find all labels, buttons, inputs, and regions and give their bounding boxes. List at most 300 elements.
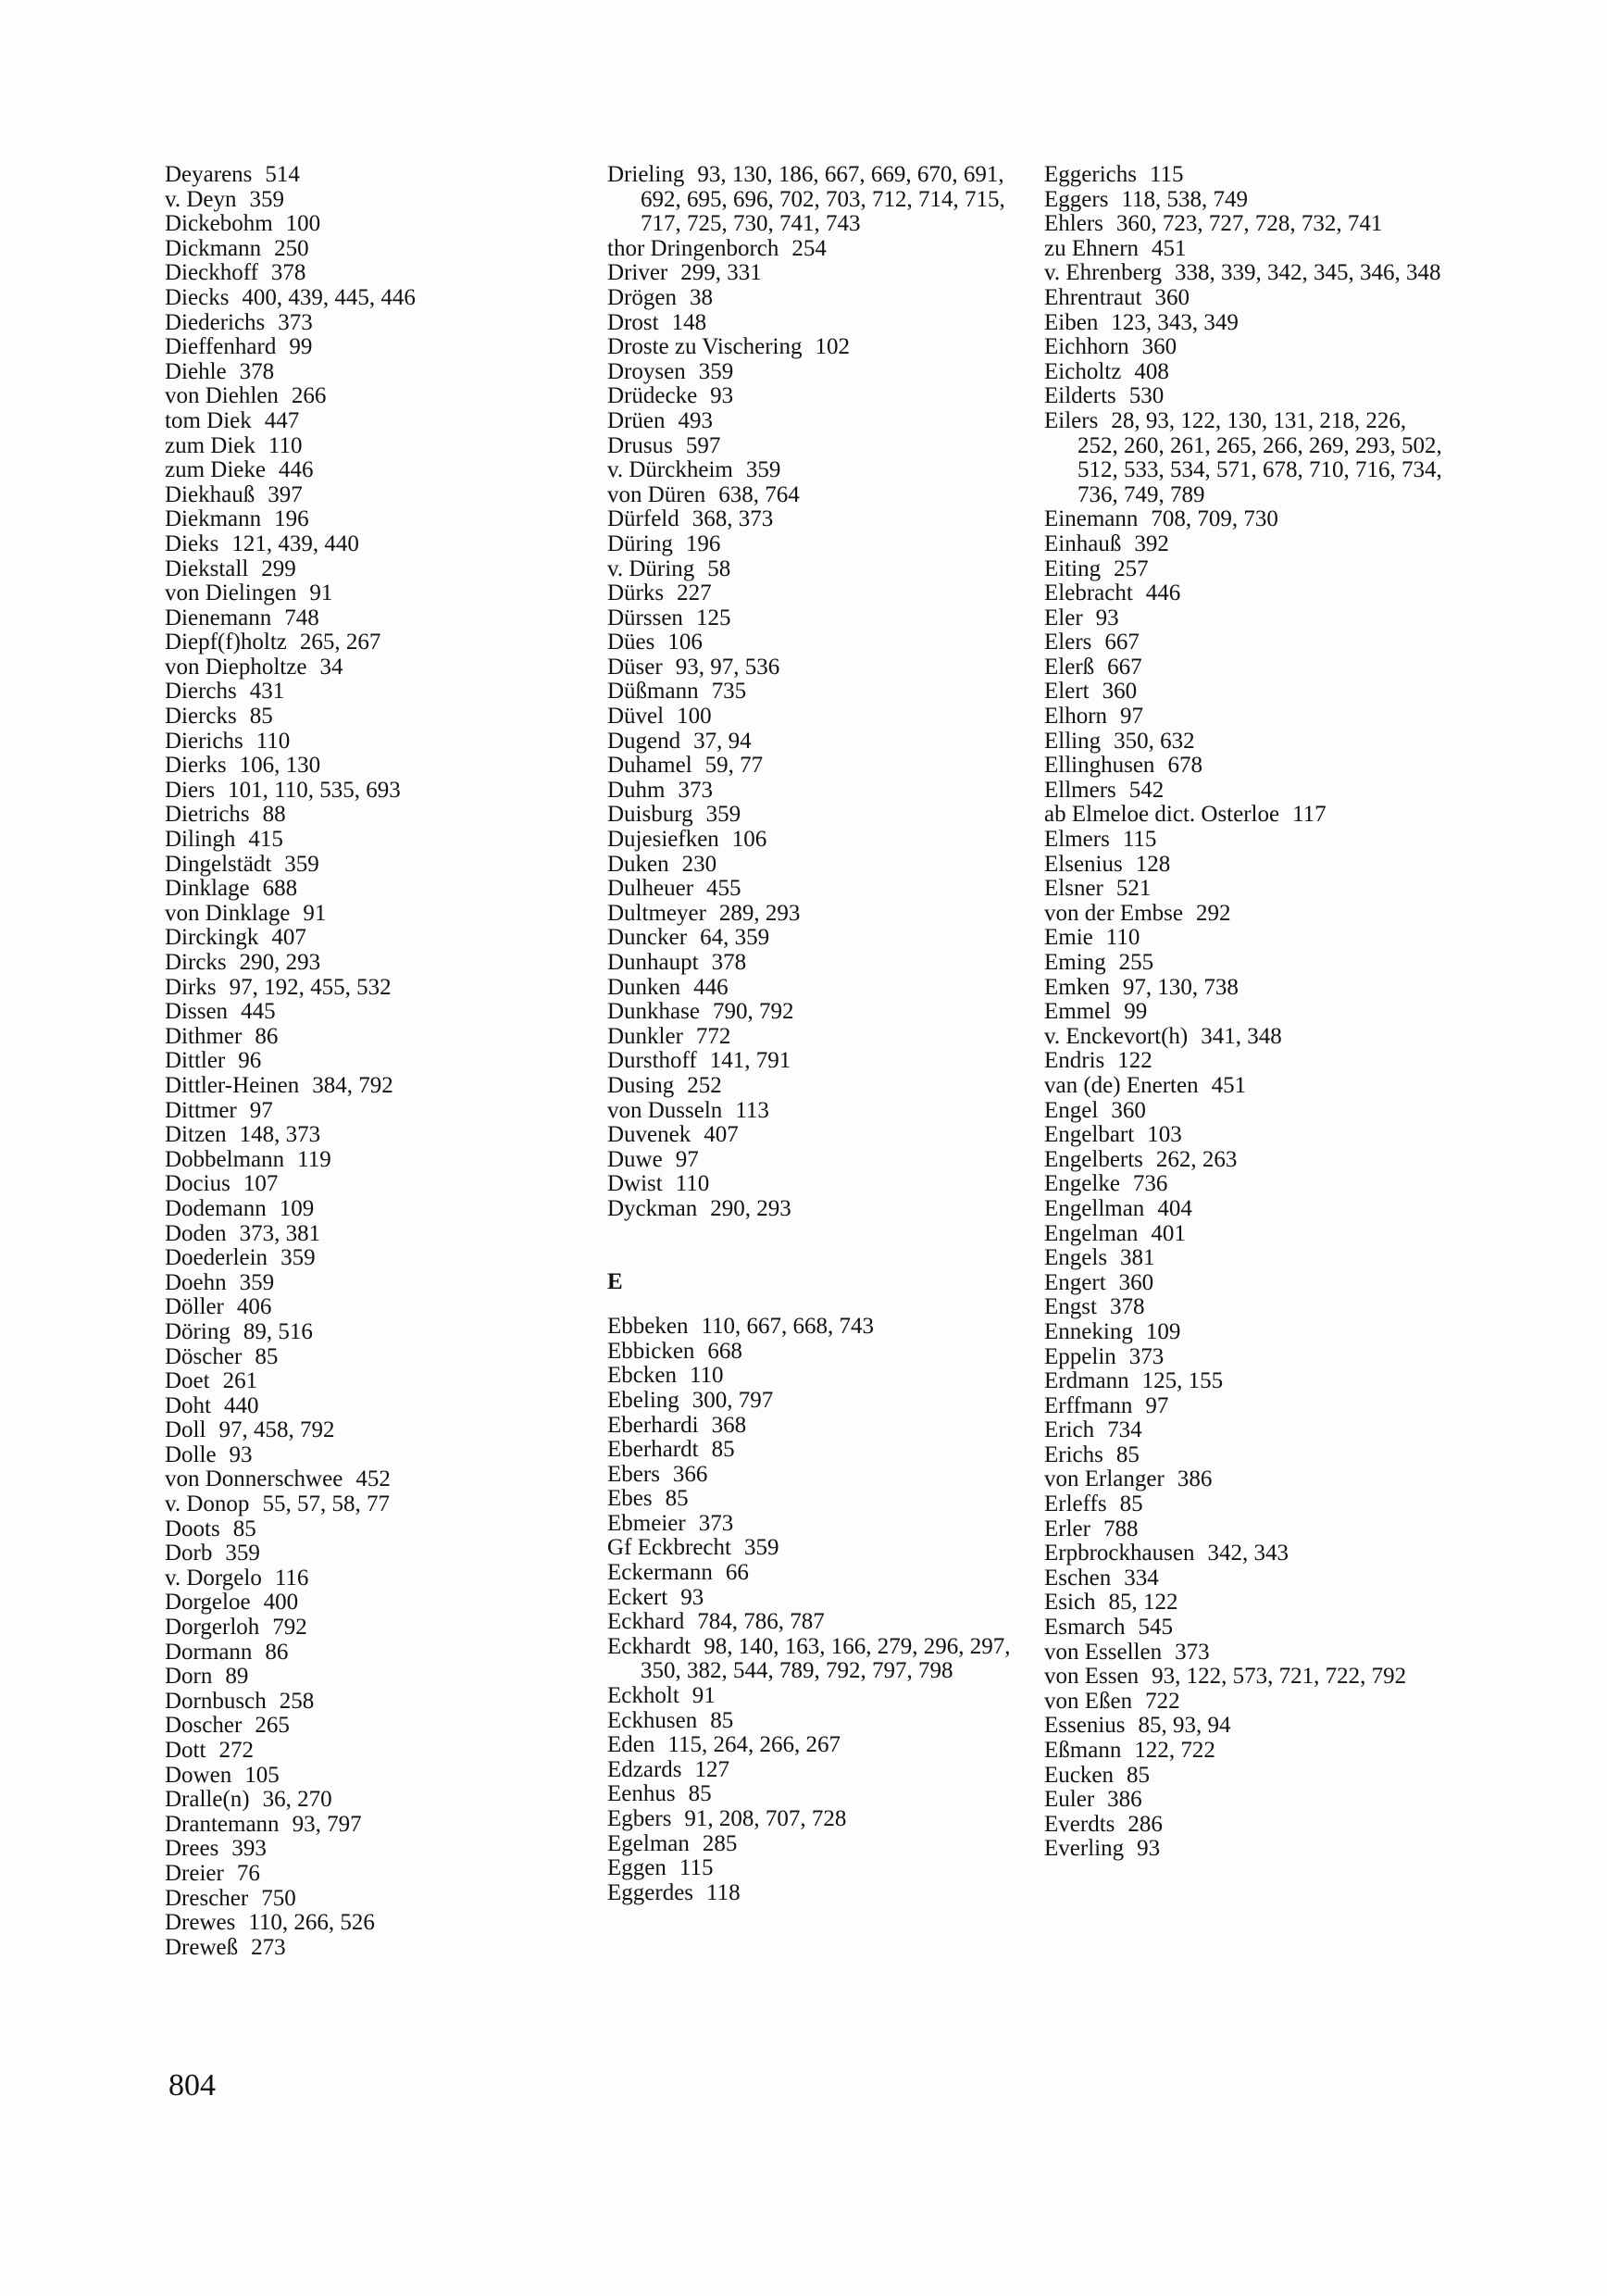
- entry-pages: 400, 439, 445, 446: [242, 284, 416, 310]
- index-entry: [607, 311, 1026, 336]
- entry-pages: 378: [239, 358, 275, 384]
- entry-name: Dultmeyer: [607, 900, 706, 926]
- entry-name: Engelbart: [1044, 1122, 1135, 1148]
- index-entry: [165, 1394, 583, 1419]
- entry-pages: 735: [711, 679, 747, 705]
- entry-pages: 748: [284, 605, 319, 630]
- index-entry: [165, 1813, 583, 1838]
- entry-pages: 788: [1102, 1516, 1139, 1541]
- entry-pages: 360: [1154, 284, 1190, 310]
- index-entry: [607, 434, 1026, 459]
- index-entry: [165, 1099, 583, 1124]
- entry-name: Eckhardt: [607, 1633, 691, 1659]
- entry-name: von Eßen: [1044, 1688, 1133, 1714]
- entry-pages: 93, 797: [292, 1811, 362, 1837]
- entry-name: von Dusseln: [607, 1097, 723, 1123]
- entry-pages: 148: [671, 309, 707, 335]
- entry-pages: 91, 208, 707, 728: [684, 1806, 847, 1831]
- entry-pages: 514: [265, 162, 300, 187]
- index-entry: [1044, 163, 1451, 188]
- index-entry: [607, 1463, 1026, 1488]
- entry-pages: 93: [229, 1441, 253, 1467]
- index-entry: [607, 853, 1026, 878]
- index-entry: [165, 1566, 583, 1591]
- index-entry: [165, 1517, 583, 1542]
- index-entry: [165, 458, 583, 483]
- index-entry: [607, 1586, 1026, 1611]
- index-entry: [1044, 311, 1451, 336]
- entry-name: Eggers: [1044, 186, 1109, 212]
- entry-pages: 445: [241, 999, 276, 1025]
- index-entry: [607, 951, 1026, 976]
- entry-name: Engellman: [1044, 1195, 1145, 1221]
- entry-pages: 359: [745, 457, 781, 483]
- index-entry: [1044, 1566, 1451, 1591]
- index-entry: [1044, 507, 1451, 532]
- entry-pages: 250: [274, 235, 309, 261]
- entry-name: Dittler-Heinen: [165, 1072, 300, 1098]
- entry-name: Ellmers: [1044, 777, 1116, 803]
- index-entry: [165, 1887, 583, 1912]
- entry-name: Dobbelmann: [165, 1146, 285, 1172]
- entry-pages: 148, 373: [239, 1122, 321, 1148]
- index-entry: [165, 1148, 583, 1173]
- entry-name: Dott: [165, 1738, 206, 1763]
- index-entry: [607, 1197, 1026, 1222]
- entry-pages: 119: [297, 1146, 331, 1172]
- entry-pages: 415: [248, 827, 283, 853]
- entry-name: Düvel: [607, 704, 665, 730]
- entry-pages: 88: [262, 802, 286, 828]
- entry-name: Eiben: [1044, 309, 1099, 335]
- entry-pages: 638, 764: [718, 481, 800, 507]
- entry-name: Doden: [165, 1220, 227, 1246]
- index-entry: [607, 1881, 1026, 1906]
- index-entry: [607, 1172, 1026, 1197]
- entry-pages: 360, 723, 727, 728, 732, 741: [1115, 211, 1383, 237]
- entry-name: v. Düring: [607, 555, 695, 581]
- page-number: 804: [168, 2068, 216, 2103]
- index-entry: [607, 1364, 1026, 1389]
- entry-name: Doll: [165, 1417, 206, 1443]
- entry-name: Ehrentraut: [1044, 284, 1142, 310]
- index-entry: [1044, 1148, 1451, 1173]
- entry-pages: 85: [1126, 1762, 1150, 1788]
- index-entry: [1044, 1467, 1451, 1492]
- entry-name: Diekstall: [165, 555, 249, 581]
- entry-pages: 678: [1167, 753, 1202, 779]
- entry-name: Einemann: [1044, 506, 1139, 532]
- entry-name: Elert: [1044, 679, 1090, 705]
- entry-pages: 373: [1128, 1343, 1165, 1369]
- entry-name: von Diehlen: [165, 383, 279, 409]
- entry-name: Dircks: [165, 950, 227, 975]
- index-entry: [1044, 360, 1451, 385]
- index-entry: [165, 1911, 583, 1936]
- index-entry: [607, 1148, 1026, 1173]
- entry-name: Ehlers: [1044, 211, 1103, 237]
- index-entry: [1044, 581, 1451, 606]
- entry-pages: 85, 122: [1108, 1590, 1178, 1616]
- entry-name: Doehn: [165, 1269, 227, 1295]
- entry-name: v. Donop: [165, 1491, 250, 1517]
- index-entry: [1044, 212, 1451, 237]
- entry-name: von Diepholtze: [165, 654, 307, 680]
- entry-name: Dirckingk: [165, 925, 259, 951]
- entry-pages: 736: [1132, 1171, 1168, 1197]
- index-entry: [607, 877, 1026, 902]
- index-entry: [165, 335, 583, 360]
- entry-name: Eckert: [607, 1584, 668, 1610]
- entry-name: Deyarens: [165, 162, 253, 187]
- entry-pages: 85: [255, 1343, 279, 1369]
- index-entry: [607, 754, 1026, 779]
- entry-name: Dickebohm: [165, 211, 273, 237]
- index-entry: [1044, 1837, 1451, 1862]
- entry-pages: 446: [278, 457, 314, 483]
- entry-name: Dornbusch: [165, 1688, 267, 1714]
- entry-name: Edzards: [607, 1756, 682, 1782]
- entry-name: Emmel: [1044, 999, 1112, 1025]
- entry-pages: 373: [698, 1510, 734, 1536]
- index-entry: [607, 1709, 1026, 1734]
- index-entry: [607, 1561, 1026, 1586]
- entry-name: Diecks: [165, 284, 230, 310]
- entry-name: Emie: [1044, 925, 1093, 951]
- entry-pages: 103: [1147, 1122, 1182, 1148]
- entry-name: Erpbrockhausen: [1044, 1541, 1195, 1566]
- entry-pages: 110: [268, 432, 303, 458]
- entry-name: Ebbeken: [607, 1314, 689, 1340]
- entry-pages: 262, 263: [1155, 1146, 1238, 1172]
- index-entry: [165, 902, 583, 927]
- index-entry: [165, 507, 583, 532]
- entry-pages: 368: [711, 1412, 747, 1438]
- entry-name: Drüdecke: [607, 383, 698, 409]
- entry-pages: 359: [698, 358, 734, 384]
- entry-pages: 85: [232, 1516, 256, 1541]
- entry-name: Ditzen: [165, 1122, 227, 1148]
- entry-name: Dilingh: [165, 827, 236, 853]
- entry-pages: 230: [681, 851, 717, 877]
- entry-name: von Erlanger: [1044, 1466, 1165, 1492]
- entry-pages: 109: [1145, 1318, 1181, 1344]
- entry-pages: 110: [255, 728, 291, 754]
- index-entry: [165, 434, 583, 459]
- index-entry: [165, 1246, 583, 1271]
- entry-pages: 378: [1109, 1294, 1145, 1320]
- entry-pages: 93: [710, 383, 734, 409]
- entry-name: Eckermann: [607, 1560, 713, 1586]
- entry-pages: 93: [680, 1584, 704, 1610]
- entry-pages: 196: [685, 530, 721, 556]
- entry-pages: 100: [677, 704, 712, 730]
- index-entry: [165, 630, 583, 655]
- index-entry: [165, 1837, 583, 1862]
- index-entry: [607, 1610, 1026, 1635]
- entry-pages: 117: [1292, 802, 1327, 828]
- index-entry: [607, 779, 1026, 804]
- index-entry: [607, 926, 1026, 951]
- index-entry: [165, 853, 583, 878]
- entry-name: Ebcken: [607, 1363, 677, 1389]
- index-entry: [1044, 1517, 1451, 1542]
- index-entry: [165, 1222, 583, 1247]
- entry-pages: 530: [1128, 383, 1165, 409]
- index-entry: [165, 1123, 583, 1148]
- index-entry: [165, 1369, 583, 1394]
- index-entry: [1044, 655, 1451, 680]
- entry-name: Dursthoff: [607, 1048, 697, 1074]
- entry-pages: 359: [239, 1269, 275, 1295]
- entry-name: Ebmeier: [607, 1510, 686, 1536]
- entry-pages: 360: [1118, 1269, 1154, 1295]
- entry-pages: 299: [261, 555, 296, 581]
- index-entry: [1044, 1764, 1451, 1789]
- entry-pages: 110, 667, 668, 743: [701, 1314, 875, 1340]
- entry-pages: 118: [706, 1879, 741, 1905]
- entry-name: von Essellen: [1044, 1639, 1163, 1665]
- entry-pages: 359: [705, 802, 741, 828]
- entry-pages: 368, 373: [691, 506, 774, 532]
- entry-name: Engelberts: [1044, 1146, 1143, 1172]
- index-entry: [607, 1414, 1026, 1439]
- entry-pages: 125, 155: [1141, 1368, 1224, 1394]
- index-entry: [165, 1172, 583, 1197]
- entry-name: Engelke: [1044, 1171, 1120, 1197]
- index-entry: [1044, 754, 1451, 779]
- entry-pages: 493: [678, 407, 713, 433]
- index-entry: [1044, 1813, 1451, 1838]
- index-entry: [607, 1536, 1026, 1561]
- index-entry: [1044, 1369, 1451, 1394]
- index-entry: [1044, 828, 1451, 853]
- index-entry: [1044, 1641, 1451, 1666]
- entry-pages: 334: [1124, 1565, 1159, 1591]
- entry-name: Drantemann: [165, 1811, 280, 1837]
- entry-pages: 407: [704, 1122, 739, 1148]
- entry-pages: 254: [791, 235, 827, 261]
- entry-name: Düßmann: [607, 679, 699, 705]
- entry-pages: 265, 267: [299, 630, 381, 655]
- entry-pages: 668: [707, 1338, 742, 1364]
- entry-name: thor Dringenborch: [607, 235, 779, 261]
- entry-name: v. Ehrenberg: [1044, 260, 1163, 286]
- entry-pages: 66: [725, 1560, 749, 1586]
- index-entry: [607, 261, 1026, 286]
- entry-pages: 85: [711, 1437, 735, 1463]
- entry-pages: 97, 192, 455, 532: [229, 974, 392, 1000]
- entry-name: Dwist: [607, 1171, 663, 1197]
- index-entry: [607, 630, 1026, 655]
- entry-pages: 102: [815, 334, 850, 360]
- index-entry: [607, 1758, 1026, 1783]
- entry-pages: 125: [695, 605, 731, 630]
- index-entry: [1044, 1025, 1451, 1050]
- index-entry: [165, 483, 583, 508]
- entry-pages: 85: [1119, 1491, 1143, 1517]
- index-entry: [165, 877, 583, 902]
- entry-pages: 86: [255, 1023, 279, 1049]
- entry-pages: 408: [1134, 358, 1169, 384]
- entry-pages: 338, 339, 342, 345, 346, 348: [1175, 260, 1441, 286]
- index-entry: [1044, 1000, 1451, 1025]
- entry-pages: 118, 538, 749: [1121, 186, 1248, 212]
- entry-pages: 196: [274, 506, 309, 532]
- index-entry: [1044, 853, 1451, 878]
- index-entry: [165, 1764, 583, 1789]
- index-entry: [607, 803, 1026, 828]
- entry-name: v. Dürckheim: [607, 457, 733, 483]
- entry-pages: 93, 122, 573, 721, 722, 792: [1152, 1664, 1407, 1690]
- index-entry: [165, 1074, 583, 1099]
- entry-pages: 85: [249, 704, 273, 730]
- index-entry: [607, 483, 1026, 508]
- entry-pages: 407: [271, 925, 306, 951]
- entry-name: Dorgerloh: [165, 1615, 260, 1641]
- entry-name: Dorn: [165, 1664, 213, 1690]
- entry-name: Dürssen: [607, 605, 683, 630]
- index-entry: [165, 261, 583, 286]
- index-entry: [1044, 1443, 1451, 1468]
- entry-pages: 86: [265, 1639, 289, 1665]
- entry-name: Döring: [165, 1318, 230, 1344]
- index-entry: [607, 1049, 1026, 1074]
- entry-pages: 100: [285, 211, 321, 237]
- entry-pages: 392: [1134, 530, 1169, 556]
- index-entry: [165, 754, 583, 779]
- entry-pages: 59, 77: [704, 753, 764, 779]
- entry-pages: 406: [236, 1294, 272, 1320]
- entry-pages: 113: [735, 1097, 769, 1123]
- index-entry: [165, 409, 583, 434]
- entry-name: Eggen: [607, 1855, 666, 1881]
- index-entry: [165, 1025, 583, 1050]
- entry-pages: 373, 381: [239, 1220, 321, 1246]
- entry-pages: 401: [1151, 1220, 1186, 1246]
- entry-name: Ebbicken: [607, 1338, 695, 1364]
- entry-pages: 290, 293: [239, 950, 321, 975]
- entry-name: Engert: [1044, 1269, 1106, 1295]
- entry-pages: 64, 359: [700, 925, 770, 951]
- entry-name: Eckholt: [607, 1683, 679, 1709]
- entry-name: Dorb: [165, 1541, 213, 1566]
- entry-pages: 366: [672, 1461, 708, 1487]
- entry-name: Ebers: [607, 1461, 660, 1487]
- entry-pages: 455: [706, 876, 741, 902]
- entry-pages: 384, 792: [312, 1072, 393, 1098]
- entry-name: von Dielingen: [165, 580, 297, 606]
- index-entry: [1044, 1591, 1451, 1616]
- entry-pages: 58: [707, 555, 731, 581]
- entry-name: Diercks: [165, 704, 237, 730]
- entry-name: Dugend: [607, 728, 681, 754]
- entry-name: Dües: [607, 630, 655, 655]
- entry-name: Doots: [165, 1516, 220, 1541]
- entry-pages: 127: [694, 1756, 730, 1782]
- entry-name: Driver: [607, 260, 668, 286]
- entry-pages: 96: [238, 1048, 262, 1074]
- entry-name: Engelman: [1044, 1220, 1139, 1246]
- entry-name: Eler: [1044, 605, 1083, 630]
- entry-pages: 360: [1141, 334, 1177, 360]
- index-entry: [607, 1487, 1026, 1512]
- entry-name: Eicholtz: [1044, 358, 1122, 384]
- entry-name: Dunken: [607, 974, 681, 1000]
- entry-name: Elers: [1044, 630, 1092, 655]
- entry-name: Dürfeld: [607, 506, 679, 532]
- section-letter: E: [607, 1268, 623, 1294]
- entry-pages: 359: [249, 186, 285, 212]
- entry-pages: 38: [689, 284, 713, 310]
- entry-name: Egbers: [607, 1806, 672, 1831]
- index-entry: [1044, 1295, 1451, 1320]
- entry-name: Eberhardi: [607, 1412, 699, 1438]
- entry-name: Elling: [1044, 728, 1102, 754]
- entry-name: Elerß: [1044, 654, 1095, 680]
- entry-name: Drewes: [165, 1910, 236, 1936]
- index-entry: [1044, 730, 1451, 755]
- entry-pages: 667: [1107, 654, 1142, 680]
- entry-pages: 141, 791: [709, 1048, 791, 1074]
- entry-name: Engel: [1044, 1097, 1099, 1123]
- entry-name: v. Dorgelo: [165, 1565, 262, 1591]
- entry-pages: 378: [711, 950, 747, 975]
- entry-pages: 97: [1145, 1392, 1169, 1418]
- entry-pages: 286: [1127, 1811, 1163, 1837]
- entry-name: Dolle: [165, 1441, 217, 1467]
- index-entry: [607, 1856, 1026, 1881]
- entry-pages: 446: [1145, 580, 1181, 606]
- entry-name: Eppelin: [1044, 1343, 1116, 1369]
- entry-name: Dusing: [607, 1072, 675, 1098]
- entry-pages: 99: [1124, 999, 1148, 1025]
- entry-name: Düring: [607, 530, 673, 556]
- index-entry: [607, 335, 1026, 360]
- entry-pages: 521: [1115, 876, 1152, 902]
- entry-pages: 404: [1157, 1195, 1192, 1221]
- entry-pages: 121, 439, 440: [231, 530, 359, 556]
- index-entry: [165, 311, 583, 336]
- entry-pages: 400: [263, 1590, 299, 1616]
- entry-name: zu Ehnern: [1044, 235, 1140, 261]
- entry-name: Euler: [1044, 1787, 1095, 1813]
- entry-name: Doederlein: [165, 1245, 268, 1271]
- entry-pages: 110: [675, 1171, 710, 1197]
- index-entry: [607, 409, 1026, 434]
- entry-name: von Essen: [1044, 1664, 1140, 1690]
- entry-name: Doht: [165, 1392, 211, 1418]
- entry-pages: 342, 343: [1207, 1541, 1289, 1566]
- index-entry: [1044, 1492, 1451, 1517]
- entry-pages: 350, 632: [1114, 728, 1195, 754]
- index-entry: [607, 581, 1026, 606]
- entry-name: Diepf(f)holtz: [165, 630, 287, 655]
- index-entry: [165, 730, 583, 755]
- index-entry: [1044, 1074, 1451, 1099]
- index-entry: [165, 1000, 583, 1025]
- index-entry: [1044, 630, 1451, 655]
- entry-pages: 285: [702, 1830, 738, 1856]
- index-entry: [165, 705, 583, 730]
- index-entry: [165, 1862, 583, 1887]
- entry-pages: 97: [249, 1097, 273, 1123]
- entry-name: Eilers: [1044, 407, 1099, 433]
- entry-name: zum Diek: [165, 432, 255, 458]
- entry-pages: 97: [1120, 704, 1144, 730]
- entry-pages: 105: [244, 1762, 280, 1788]
- index-entry: [607, 1438, 1026, 1463]
